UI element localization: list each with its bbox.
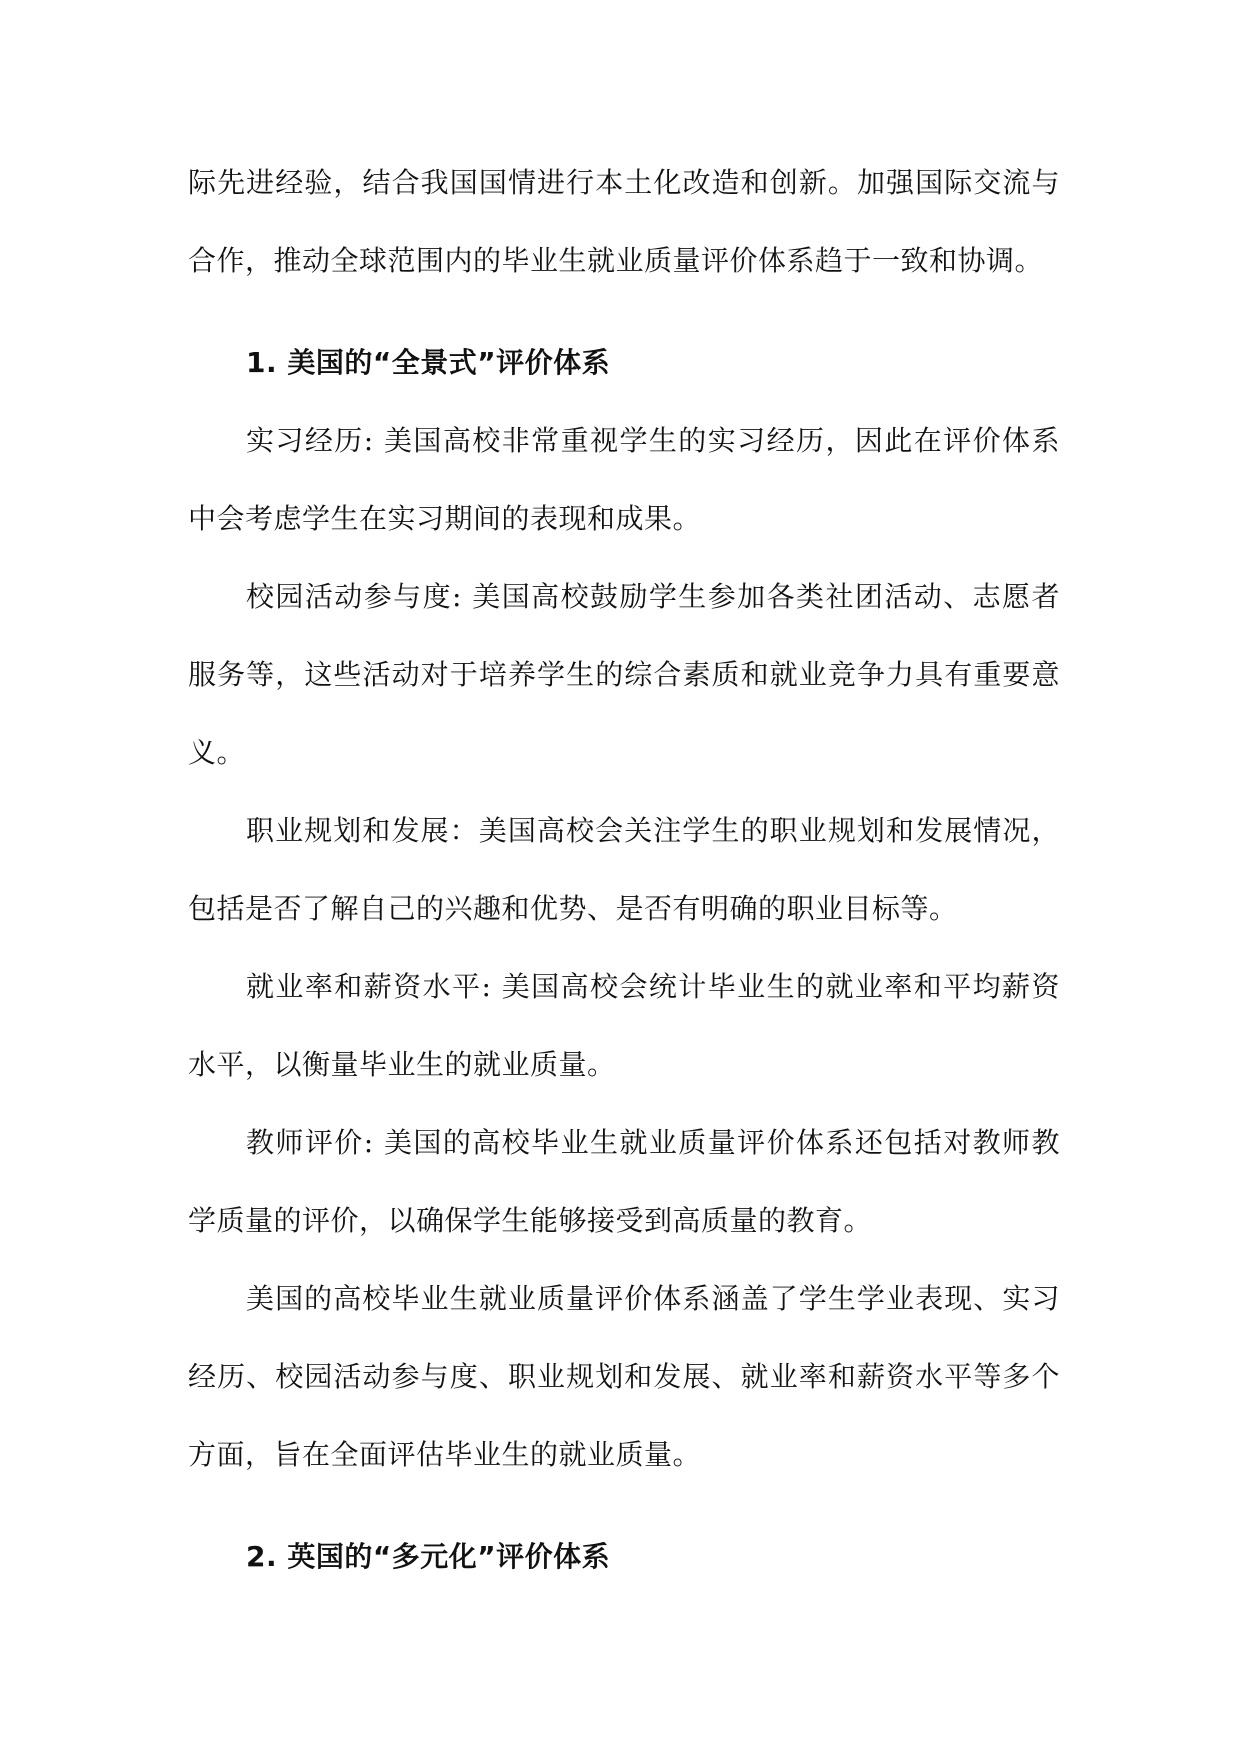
paragraph-internship: 实习经历: 美国高校非常重视学生的实习经历，因此在评价体系中会考虑学生在实习期间的表现和成果。 [188,424,1060,535]
section-heading-usa: 1. 美国的“全景式”评价体系 [246,346,611,379]
paragraph-teacher-evaluation: 教师评价: 美国的高校毕业生就业质量评价体系还包括对教师教学质量的评价，以确保学生能够接受到高质量的教育。 [188,1126,1060,1237]
section-heading-uk: 2. 英国的“多元化”评价体系 [246,1540,611,1573]
paragraph-continuation: 际先进经验，结合我国国情进行本土化改造和创新。加强国际交流与合作，推动全球范围内的毕业生就业质量评价体系趋于一致和协调。 [188,166,1060,277]
paragraph-summary: 美国的高校毕业生就业质量评价体系涵盖了学生学业表现、实习经历、校园活动参与度、职业规划和发展、就业率和薪资水平等多个方面，旨在全面评估毕业生的就业质量。 [188,1282,1060,1471]
paragraph-campus-activities: 校园活动参与度: 美国高校鼓励学生参加各类社团活动、志愿者服务等，这些活动对于培养学生的综合素质和就业竞争力具有重要意义。 [188,580,1060,769]
paragraph-career-planning: 职业规划和发展：美国高校会关注学生的职业规划和发展情况，包括是否了解自己的兴趣和优势、是否有明确的职业目标等。 [188,814,1060,925]
paragraph-employment-salary: 就业率和薪资水平: 美国高校会统计毕业生的就业率和平均薪资水平，以衡量毕业生的就业质量。 [188,970,1060,1081]
document-body [188,144,1060,1596]
